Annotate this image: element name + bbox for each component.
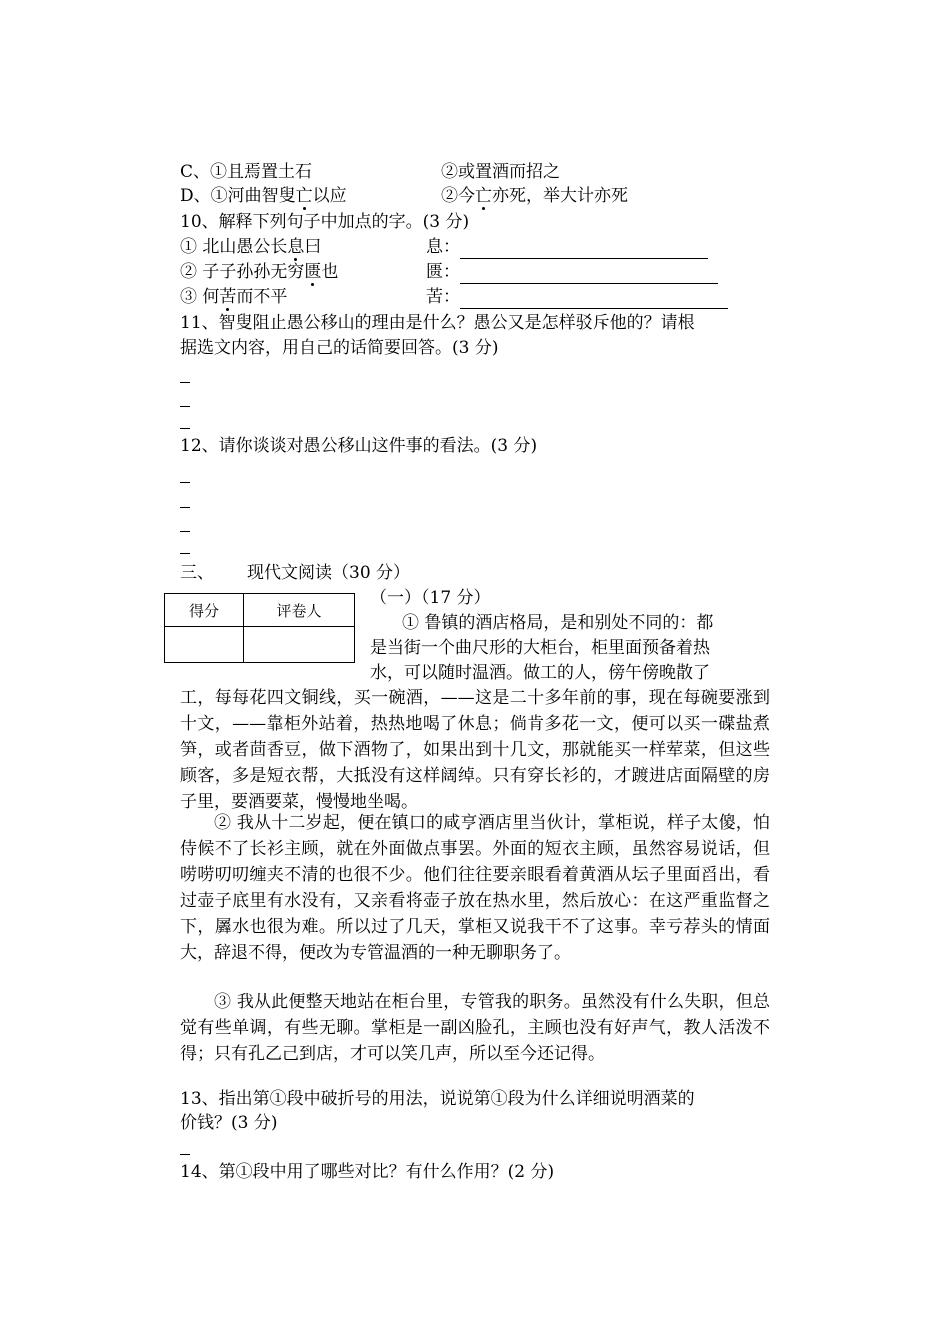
answer-line[interactable] <box>180 382 190 383</box>
answer-blank[interactable] <box>460 290 728 309</box>
passage-part-label: （一）（17 分） <box>370 588 491 608</box>
section-3-title: 现代文阅读（30 分） <box>247 563 411 583</box>
emphasis-dot-char: 亡 <box>475 186 492 206</box>
emphasis-dot-char: 息 <box>287 237 305 257</box>
answer-line[interactable] <box>180 1154 190 1155</box>
emphasis-dot-char: 匮 <box>304 262 322 282</box>
q10-answer-1[interactable]: 息： <box>426 235 708 259</box>
q10-item-2: ② 子子孙孙无穷匮也 <box>180 262 339 282</box>
q12-title: 12、请你谈谈对愚公移山这件事的看法。(3 分) <box>180 436 538 456</box>
passage-p1-line3: 水，可以随时温酒。做工的人，傍午傍晚散了 <box>370 663 710 683</box>
answer-line[interactable] <box>180 406 190 407</box>
passage-p3: ③ 我从此便整天地站在柜台里，专管我的职务。虽然没有什么失职，但总觉有些单调，有些无聊。掌柜是一副凶脸孔，主顾也没有好声气，教人活泼不得；只有孔乙己到店，才可以笑几声，所以至今还记得。 <box>180 992 770 1064</box>
answer-line[interactable] <box>180 531 190 532</box>
grader-cell[interactable] <box>244 627 355 663</box>
passage-p1-line2: 是当街一个曲尺形的大柜台，柜里面预备着热 <box>370 638 710 658</box>
score-header: 得分 <box>165 594 244 627</box>
passage-p1-rest: 工，每每花四文铜线，买一碗酒，——这是二十多年前的事，现在每碗要涨到十文，——靠柜外站着，热热地喝了休息；倘肯多花一文，便可以买一碟盐煮笋，或者茴香豆，做下酒物了，如果出到十几文，那就能买一样荤菜，但这些顾客，多是短衣帮，大抵没有这样阔绰。只有穿长衫的，才踱进店面隔壁的房子里，要酒要菜，慢慢地坐喝。 <box>180 688 770 812</box>
q11-line-2: 据选文内容，用自己的话简要回答。(3 分) <box>180 338 499 358</box>
answer-line[interactable] <box>180 553 190 554</box>
passage-p1-line1: ① 鲁镇的酒店格局，是和别处不同的：都 <box>402 613 714 633</box>
q14-title: 14、第①段中用了哪些对比？有什么作用？(2 分) <box>180 1162 555 1182</box>
answer-line[interactable] <box>180 482 190 483</box>
answer-blank[interactable] <box>460 265 718 284</box>
emphasis-dot-char: 亡 <box>295 186 313 206</box>
option-d-left: D、①河曲智叟亡以应 <box>180 186 347 206</box>
grader-header: 评卷人 <box>244 594 355 627</box>
answer-line[interactable] <box>180 507 190 508</box>
score-cell[interactable] <box>165 627 244 663</box>
option-d-right: ②今亡亦死，举大计亦死 <box>441 186 628 206</box>
q10-item-3: ③ 何苦而不平 <box>180 287 288 307</box>
answer-line[interactable] <box>180 428 190 429</box>
q13-line-1: 13、指出第①段中破折号的用法，说说第①段为什么详细说明酒菜的 <box>180 1089 695 1109</box>
section-3-label: 三、 <box>180 563 214 583</box>
q10-item-1: ① 北山愚公长息曰 <box>180 237 322 257</box>
q10-answer-3[interactable]: 苦： <box>426 285 728 309</box>
q11-line-1: 11、智叟阻止愚公移山的理由是什么？愚公又是怎样驳斥他的？请根 <box>180 313 695 333</box>
emphasis-dot-char: 苦 <box>219 287 237 307</box>
answer-blank[interactable] <box>460 240 708 259</box>
q10-answer-2[interactable]: 匮： <box>426 260 718 284</box>
passage-p2: ② 我从十二岁起，便在镇口的咸亨酒店里当伙计，掌柜说，样子太傻，怕侍候不了长衫主顾，就在外面做点事罢。外面的短衣主顾，虽然容易说话，但唠唠叨叨缠夹不清的也很不少。他们往往要亲眼看着黄酒从坛子里面舀出，看过壶子底里有水没有，又亲看将壶子放在热水里，然后放心：在这严重监督之下，羼水也很为难。所以过了几天，掌柜又说我干不了这事。幸亏荐头的情面大，辞退不得，便改为专管温酒的一种无聊职务了。 <box>180 813 770 963</box>
q13-line-2: 价钱？(3 分) <box>180 1113 278 1133</box>
option-c-left: C、①且焉置土石 <box>180 162 313 182</box>
score-table <box>164 593 355 663</box>
q10-title: 10、解释下列句子中加点的字。(3 分) <box>180 212 470 232</box>
option-c-right: ②或置酒而招之 <box>441 162 560 182</box>
